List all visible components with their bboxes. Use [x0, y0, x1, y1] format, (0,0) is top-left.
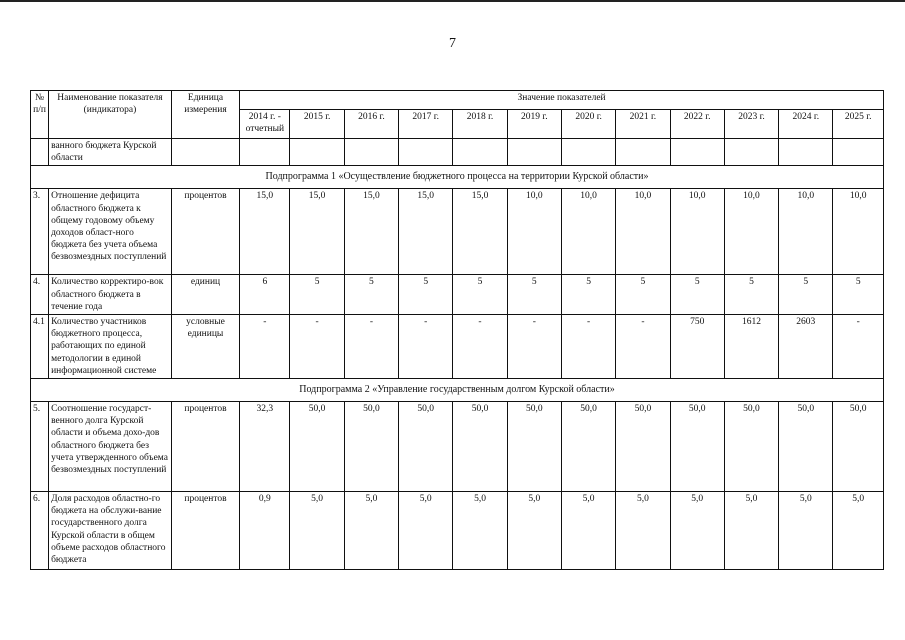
value-cell: 10,0: [670, 189, 724, 275]
value-cell: -: [399, 315, 453, 379]
scan-edge: [0, 0, 905, 2]
value-cell: 15,0: [240, 189, 290, 275]
indicators-table: [30, 90, 884, 570]
value-cell: 5,0: [779, 492, 833, 570]
unit: процентов: [171, 402, 239, 492]
value-cell: 50,0: [724, 402, 778, 492]
indicator-name: Доля расходов областно-го бюджета на обслужи-вание государственного долга Курской области в общем объеме расходов областного бюджета: [49, 492, 172, 570]
value-cell: 5: [399, 275, 453, 315]
continuation-num-cell: [31, 139, 49, 166]
empty-cell: [240, 139, 290, 166]
value-cell: 50,0: [779, 402, 833, 492]
value-cell: 10,0: [833, 189, 884, 275]
page-number: 7: [449, 36, 456, 51]
value-cell: -: [344, 315, 398, 379]
header-year: 2019 г.: [507, 110, 561, 139]
subprogram-2-row: [31, 379, 884, 402]
empty-cell: [724, 139, 778, 166]
value-cell: 0,9: [240, 492, 290, 570]
unit: процентов: [171, 492, 239, 570]
empty-cell: [616, 139, 670, 166]
value-cell: 5,0: [344, 492, 398, 570]
unit: условные единицы: [171, 315, 239, 379]
value-cell: 5: [453, 275, 507, 315]
subprogram-1-row: [31, 166, 884, 189]
value-cell: 5,0: [453, 492, 507, 570]
value-cell: 10,0: [779, 189, 833, 275]
table-row: [31, 492, 884, 570]
value-cell: 5: [616, 275, 670, 315]
indicator-name: Соотношение государст-венного долга Курской области и объема дохо-дов областного бюджета без учета утвержденного объема безвозмездных поступлений: [49, 402, 172, 492]
value-cell: 50,0: [561, 402, 615, 492]
table-row: [31, 189, 884, 275]
subprogram-1-title: Подпрограмма 1 «Осуществление бюджетного процесса на территории Курской области»: [31, 166, 884, 189]
empty-cell: [670, 139, 724, 166]
empty-cell: [453, 139, 507, 166]
value-cell: 1612: [724, 315, 778, 379]
value-cell: 5: [561, 275, 615, 315]
value-cell: 5,0: [507, 492, 561, 570]
header-year: 2025 г.: [833, 110, 884, 139]
empty-cell: [290, 139, 344, 166]
value-cell: 6: [240, 275, 290, 315]
value-cell: 5: [507, 275, 561, 315]
table-row: [31, 315, 884, 379]
header-year: 2024 г.: [779, 110, 833, 139]
value-cell: 2603: [779, 315, 833, 379]
header-year: 2015 г.: [290, 110, 344, 139]
value-cell: 50,0: [670, 402, 724, 492]
value-cell: 10,0: [561, 189, 615, 275]
value-cell: 50,0: [833, 402, 884, 492]
value-cell: -: [507, 315, 561, 379]
value-cell: 50,0: [453, 402, 507, 492]
value-cell: 10,0: [616, 189, 670, 275]
value-cell: 10,0: [507, 189, 561, 275]
unit: процентов: [171, 189, 239, 275]
value-cell: 5: [724, 275, 778, 315]
value-cell: 5,0: [670, 492, 724, 570]
value-cell: -: [833, 315, 884, 379]
header-year: 2020 г.: [561, 110, 615, 139]
value-cell: 15,0: [399, 189, 453, 275]
row-number: 3.: [31, 189, 49, 275]
value-cell: 5,0: [833, 492, 884, 570]
header-values: Значение показателей: [240, 91, 884, 110]
value-cell: 5,0: [561, 492, 615, 570]
empty-cell: [344, 139, 398, 166]
value-cell: 5: [779, 275, 833, 315]
value-cell: 5: [290, 275, 344, 315]
table-row: [31, 402, 884, 492]
header-year: 2016 г.: [344, 110, 398, 139]
empty-cell: [833, 139, 884, 166]
header-year: 2021 г.: [616, 110, 670, 139]
header-year: 2014 г. - отчетный: [240, 110, 290, 139]
empty-cell: [507, 139, 561, 166]
value-cell: -: [240, 315, 290, 379]
value-cell: 5,0: [290, 492, 344, 570]
value-cell: 50,0: [507, 402, 561, 492]
indicator-name: Количество участников бюджетного процесса, работающих по единой методологии в единой информационной системе: [49, 315, 172, 379]
value-cell: 750: [670, 315, 724, 379]
row-number: 4.: [31, 275, 49, 315]
value-cell: 50,0: [290, 402, 344, 492]
header-year: 2018 г.: [453, 110, 507, 139]
value-cell: 50,0: [344, 402, 398, 492]
value-cell: 32,3: [240, 402, 290, 492]
continuation-row: [31, 139, 884, 166]
value-cell: 15,0: [453, 189, 507, 275]
value-cell: -: [290, 315, 344, 379]
value-cell: 5,0: [724, 492, 778, 570]
value-cell: 15,0: [290, 189, 344, 275]
value-cell: 5,0: [616, 492, 670, 570]
value-cell: -: [561, 315, 615, 379]
value-cell: 50,0: [616, 402, 670, 492]
value-cell: 5: [670, 275, 724, 315]
continuation-unit-cell: [171, 139, 239, 166]
empty-cell: [561, 139, 615, 166]
header-year: 2017 г.: [399, 110, 453, 139]
indicator-name: Количество корректиро-вок областного бюджета в течение года: [49, 275, 172, 315]
row-number: 4.1: [31, 315, 49, 379]
row-number: 6.: [31, 492, 49, 570]
continuation-name: ванного бюджета Курской области: [49, 139, 172, 166]
value-cell: 5: [833, 275, 884, 315]
value-cell: 10,0: [724, 189, 778, 275]
value-cell: 5,0: [399, 492, 453, 570]
value-cell: 5: [344, 275, 398, 315]
header-year: 2023 г.: [724, 110, 778, 139]
header-num: № п/п: [31, 91, 49, 139]
header-unit: Единица измерения: [171, 91, 239, 139]
header-name: Наименование показателя (индикатора): [49, 91, 172, 139]
unit: единиц: [171, 275, 239, 315]
row-number: 5.: [31, 402, 49, 492]
indicator-name: Отношение дефицита областного бюджета к общему годовому объему доходов област-ного бюджета без учета объема безвозмездных поступлений: [49, 189, 172, 275]
empty-cell: [399, 139, 453, 166]
table-row: [31, 275, 884, 315]
header-row: [31, 91, 884, 110]
value-cell: -: [616, 315, 670, 379]
value-cell: 15,0: [344, 189, 398, 275]
subprogram-2-title: Подпрограмма 2 «Управление государственным долгом Курской области»: [31, 379, 884, 402]
empty-cell: [779, 139, 833, 166]
header-year: 2022 г.: [670, 110, 724, 139]
value-cell: -: [453, 315, 507, 379]
value-cell: 50,0: [399, 402, 453, 492]
